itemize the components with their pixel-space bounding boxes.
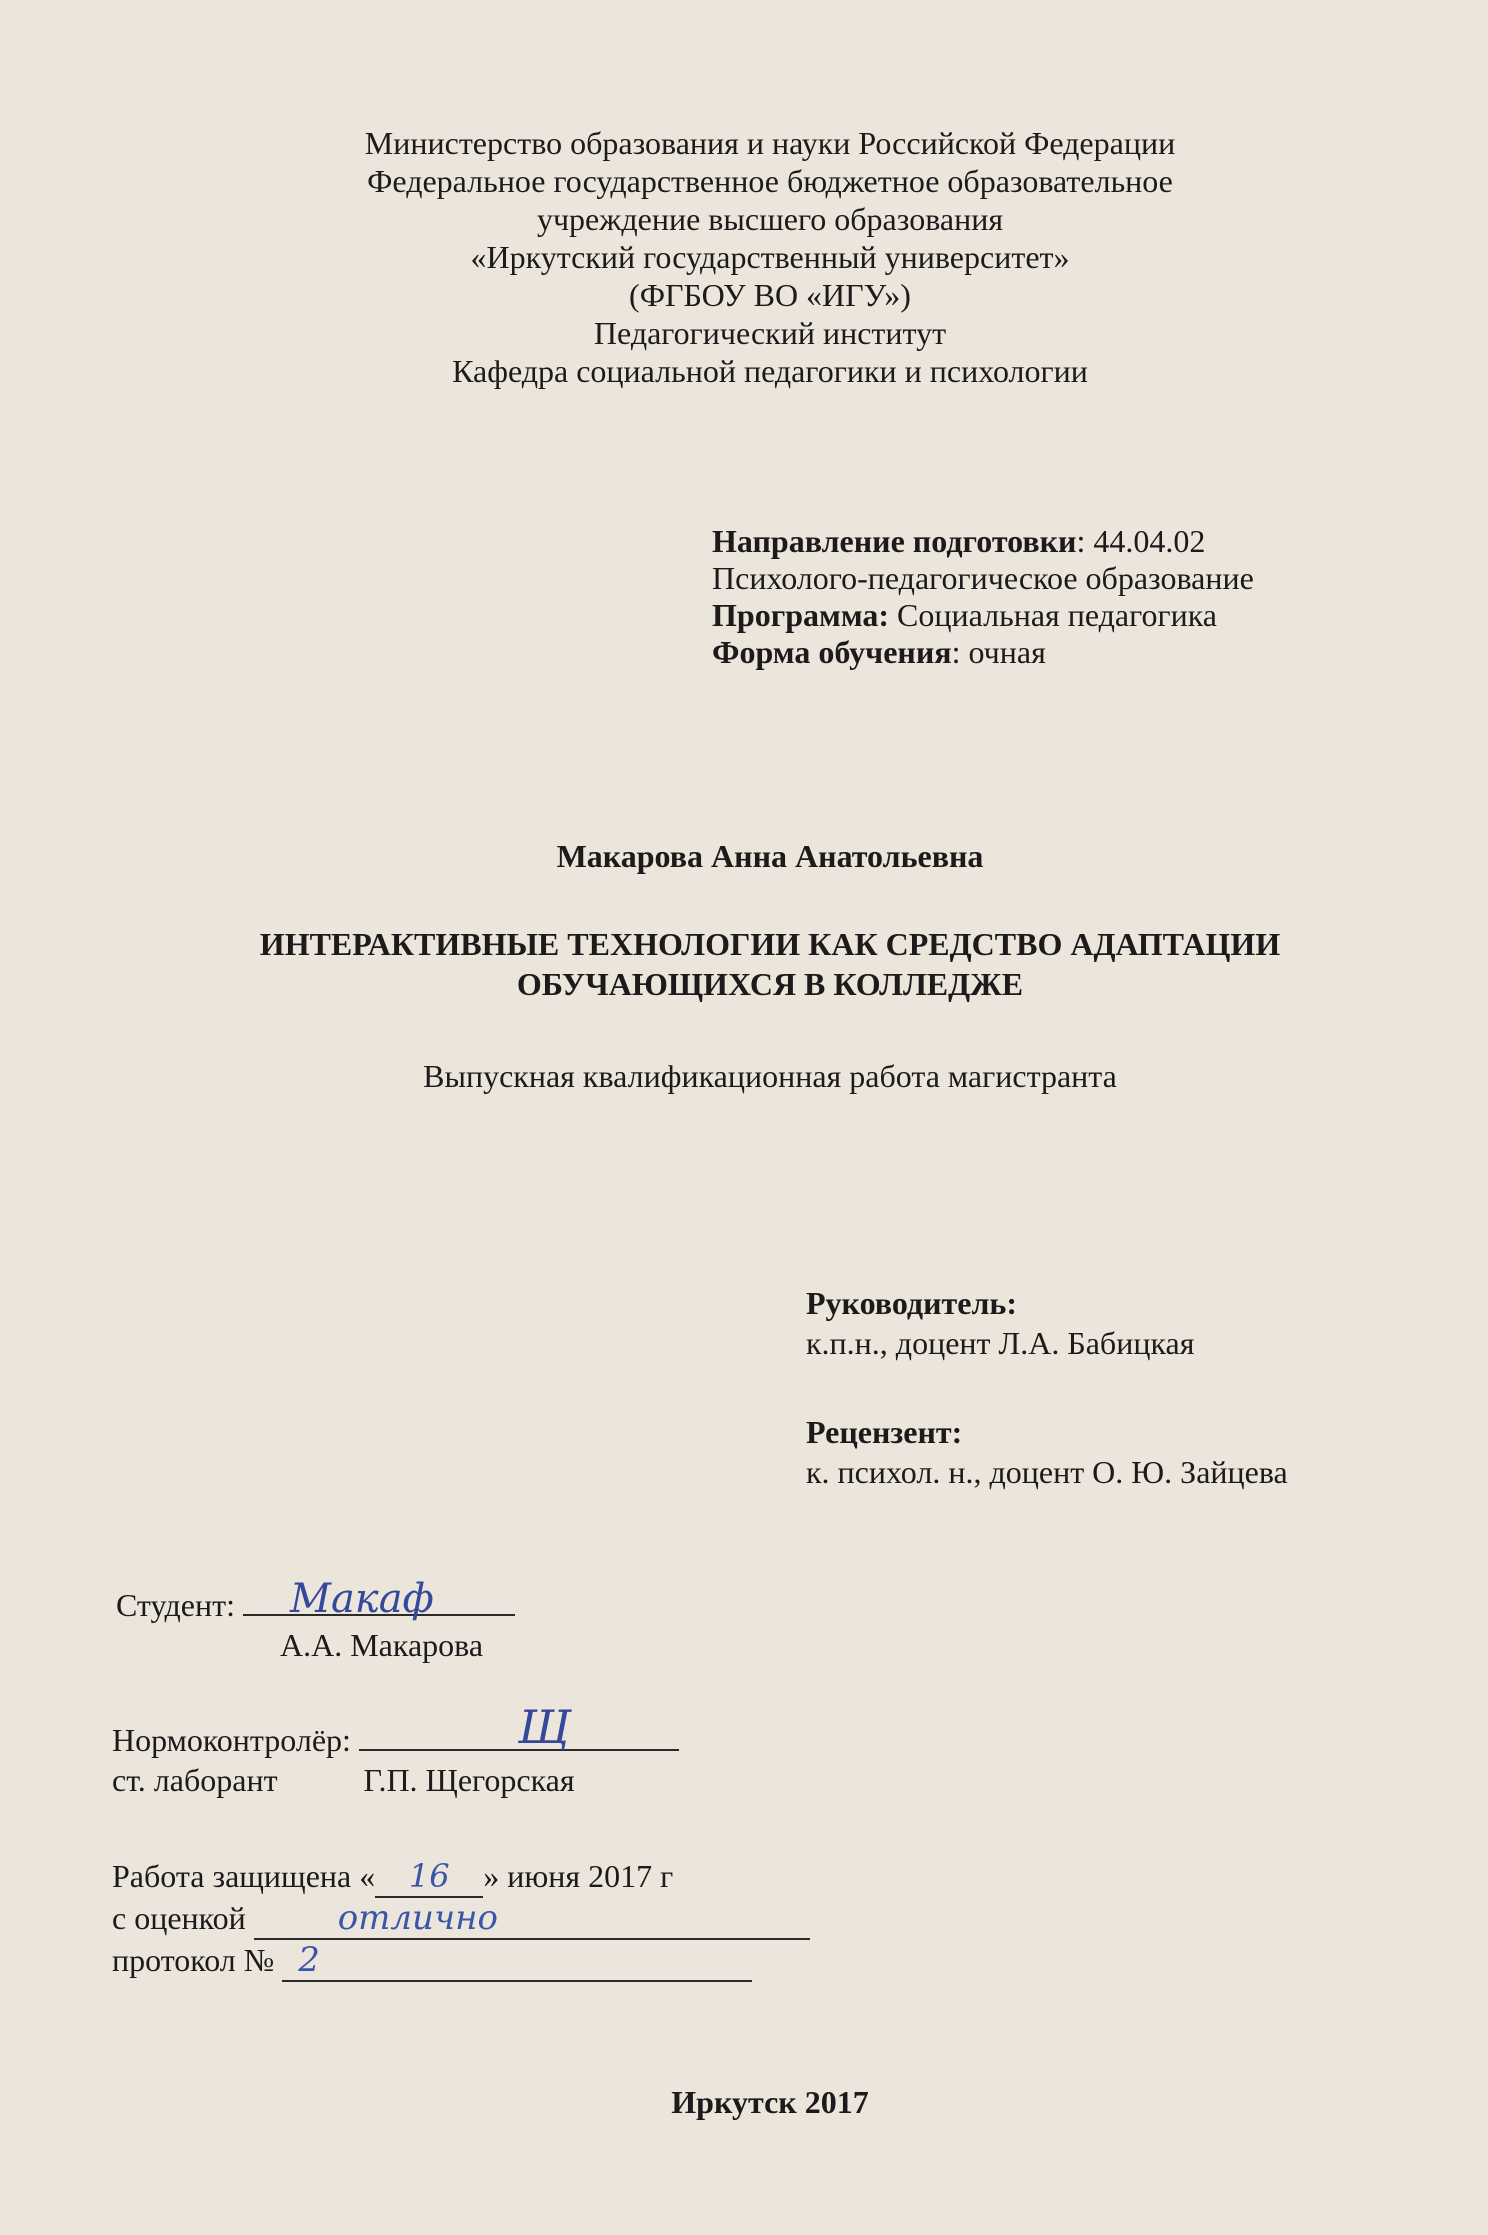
form-value: : очная bbox=[951, 634, 1046, 670]
grade-label: с оценкой bbox=[112, 1900, 246, 1936]
header-university-abbr: (ФГБОУ ВО «ИГУ») bbox=[629, 277, 911, 313]
supervisor-value: к.п.н., доцент Л.А. Бабицкая bbox=[806, 1325, 1195, 1361]
normcontrol-position: ст. лаборант bbox=[112, 1762, 278, 1798]
direction-value: : 44.04.02 bbox=[1076, 523, 1206, 559]
student-label: Студент: bbox=[116, 1587, 235, 1623]
protocol-field bbox=[282, 1940, 752, 1982]
defense-suffix: » июня 2017 г bbox=[483, 1858, 674, 1894]
protocol-number: 2 bbox=[298, 1940, 320, 1980]
reviewer-label: Рецензент: bbox=[806, 1414, 963, 1450]
header-education-level: учреждение высшего образования bbox=[536, 201, 1004, 237]
header-university-type: Федеральное государственное бюджетное образовательное bbox=[367, 163, 1173, 199]
program-line bbox=[712, 597, 1254, 634]
supervisor-block bbox=[806, 1283, 1194, 1363]
program-info bbox=[712, 523, 1254, 671]
work-type: Выпускная квалификационная работа магистранта bbox=[423, 1058, 1117, 1094]
defense-day: 16 bbox=[408, 1857, 450, 1895]
defense-date-line bbox=[112, 1856, 810, 1898]
normcontrol-label: Нормоконтролёр: bbox=[112, 1722, 351, 1758]
grade-value: отлично bbox=[337, 1898, 498, 1938]
reviewer-block bbox=[806, 1412, 1288, 1492]
reviewer-value: к. психол. н., доцент О. Ю. Зайцева bbox=[806, 1454, 1288, 1490]
defense-prefix: Работа защищена « bbox=[112, 1858, 376, 1894]
protocol-label: протокол № bbox=[112, 1942, 275, 1978]
grade-field bbox=[254, 1898, 810, 1940]
defense-day-field bbox=[375, 1856, 483, 1898]
city-year: Иркутск 2017 bbox=[671, 2084, 869, 2120]
student-signature: Макаф bbox=[290, 1576, 434, 1622]
form-label: Форма обучения bbox=[712, 634, 952, 670]
student-name: А.А. Макарова bbox=[280, 1627, 484, 1663]
direction-name: Психолого-педагогическое образование bbox=[712, 560, 1254, 596]
normcontrol-signature: Щ bbox=[518, 1700, 571, 1754]
grade-line bbox=[112, 1898, 810, 1940]
normcontrol-block bbox=[112, 1720, 679, 1800]
direction-label: Направление подготовки bbox=[712, 523, 1077, 559]
program-value: Социальная педагогика bbox=[889, 597, 1217, 633]
thesis-title-line1: ИНТЕРАКТИВНЫЕ ТЕХНОЛОГИИ КАК СРЕДСТВО АДАПТАЦИИ bbox=[259, 926, 1281, 962]
header-department: Кафедра социальной педагогики и психологии bbox=[452, 353, 1088, 389]
normcontrol-line bbox=[112, 1720, 679, 1760]
thesis-title-line2: ОБУЧАЮЩИХСЯ В КОЛЛЕДЖЕ bbox=[516, 966, 1024, 1002]
protocol-line bbox=[112, 1940, 810, 1982]
header-ministry: Министерство образования и науки Российской Федерации bbox=[364, 125, 1176, 161]
normcontrol-person bbox=[112, 1760, 679, 1800]
defense-block bbox=[112, 1856, 810, 1982]
normcontrol-name: Г.П. Щегорская bbox=[363, 1762, 575, 1798]
direction-line bbox=[712, 523, 1254, 560]
supervisor-label: Руководитель: bbox=[806, 1285, 1017, 1321]
form-line bbox=[712, 634, 1254, 671]
institution-header bbox=[0, 124, 1488, 390]
author-name: Макарова Анна Анатольевна bbox=[556, 838, 984, 874]
thesis-title bbox=[0, 924, 1488, 1004]
header-institute: Педагогический институт bbox=[593, 315, 947, 351]
program-label: Программа: bbox=[712, 597, 890, 633]
header-university-name: «Иркутский государственный университет» bbox=[470, 239, 1070, 275]
